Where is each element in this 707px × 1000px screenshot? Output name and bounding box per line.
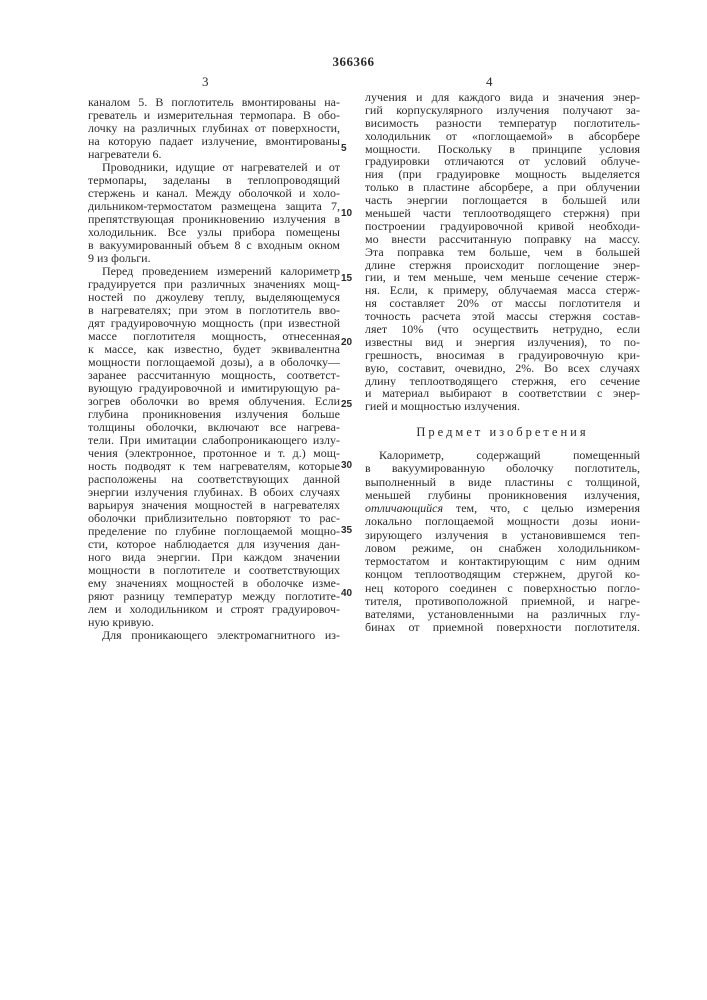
line-number: 5 [341,143,347,154]
text-line: холодильник от «поглощаемой» в абсорбере [365,130,640,143]
line-number: 20 [341,337,352,348]
text-line: чения (электронное, протонное и т. д.) мощ- [88,447,340,460]
text-line: холодильник. Все узлы прибора помещены [88,226,340,239]
text-line: препятствующая проникновению излучения в [88,213,340,226]
text-line: лем и холодильником и строят градуировоч- [88,603,340,616]
text-line: Перед проведением измерений калориметр [88,265,340,278]
text-line: тителя, противоположной приемной, и нагре- [365,595,640,608]
text-line: градуируется при различных значениях мощ- [88,278,340,291]
claims-text [365,449,640,635]
text-line: на которую падает излучение, вмонтированы [88,135,340,148]
text-line-rest: тем, что, с целью измерения [443,502,640,515]
text-line: градуировки отличаются от условий облуче- [365,155,640,168]
claims-heading: Предмет изобретения [365,425,640,440]
text-line: ляет 10% (что осуществить нетрудно, если [365,323,640,336]
right-column [365,91,640,413]
text-line: заранее рассчитанную мощность, соответст- [88,369,340,382]
text-line: вателями, установленными на различных глу- [365,608,640,621]
text-line: вую, составит, очевидно, 2%. Во всех случаях [365,362,640,375]
text-line: точность расчета этой массы стержня состав- [365,310,640,323]
text-line: меньшей глубины проникновения излучения, [365,489,640,502]
text-line: в нагревателях; при этом в поглотитель вво- [88,304,340,317]
text-line: висимость разности температур поглотитель- [365,117,640,130]
text-line: известны вид и энергия излучения), то по- [365,336,640,349]
text-line: каналом 5. В поглотитель вмонтированы на- [88,96,340,109]
text-line: дят градуировочную мощность (при известной [88,317,340,330]
text-line: греватель и измерительная термопара. В обо- [88,109,340,122]
line-number: 10 [341,208,352,219]
page-number-left: 3 [202,74,209,90]
text-line: ность подводят к тем нагревателям, которые [88,460,340,473]
text-line: построении градуировочной кривой необходи- [365,220,640,233]
text-line [365,502,640,515]
text-line: ня составляет 20% от массы поглотителя и [365,297,640,310]
line-number: 40 [341,588,352,599]
text-line: гий корпускулярного излучения получают за- [365,104,640,117]
text-line: оболочки приблизительно повторяют то рас- [88,512,340,525]
text-line: варьируя значения мощностей в нагревателях [88,499,340,512]
text-line: дильником-термостатом размещена защита 7, [88,200,340,213]
text-line: мощности. Поскольку в принципе условия [365,143,640,156]
text-line: ния (при градуировке мощность выделяется [365,168,640,181]
text-line: ностей по джоулеву теплу, выделяющемуся [88,291,340,304]
text-line: и материал выбирают в соответствии с энер- [365,387,640,400]
text-line: ня. Если, к примеру, облучаемая масса стерж- [365,284,640,297]
text-line: пределение по глубине поглощаемой мощно- [88,525,340,538]
page-number-right: 4 [486,74,493,90]
text-line: Эта поправка тем больше, чем в большей [365,246,640,259]
text-line: сти, которое наблюдается для изучения дан- [88,538,340,551]
text-line: грешность, вносимая в градуировочную кри- [365,349,640,362]
text-line: массе поглотителя мощность, отнесенная [88,330,340,343]
text-line: только в пластине абсорбере, а при облучении [365,181,640,194]
text-line: в вакуумированную оболочку поглотитель, [365,462,640,475]
text-line: глубина проникновения излучения больше [88,408,340,421]
text-line: нагреватели 6. [88,148,340,161]
text-line: зирующего излучения в установившемся теп- [365,529,640,542]
text-line: мо внести рассчитанную поправку на массу. [365,233,640,246]
text-line: Проводники, идущие от нагревателей и от [88,161,340,174]
text-line: термопары, заделаны в теплопроводящий [88,174,340,187]
text-line: гии, и тем меньше, чем меньше сечение стерж- [365,271,640,284]
claim-italic-word: отличающийся [365,502,443,515]
text-line: ему значениях мощностей в оболочке изме- [88,577,340,590]
text-line: меньшей части теплоотводящего стержня) при [365,207,640,220]
left-column [88,96,340,642]
text-line: длине стержня происходит поглощение энер- [365,259,640,272]
text-line: гией и мощностью излучения. [365,400,640,413]
line-number: 35 [341,525,352,536]
text-line: расположены на соответствующих данной [88,473,340,486]
text-line: бинах от приемной поверхности поглотителя. [365,621,640,634]
text-line: в вакуумированный объем 8 с входным окном [88,239,340,252]
text-line: тели. При имитации слабопроникающего излу- [88,434,340,447]
text-line: к массе, как известно, будет эквивалентна [88,343,340,356]
text-line: толщины оболочки, включают все нагрева- [88,421,340,434]
text-line: Калориметр, содержащий помещенный [365,449,640,462]
text-line: длину теплоотводящего стержня, его сечение [365,375,640,388]
text-line: ную кривую. [88,616,340,629]
line-number: 25 [341,399,352,410]
text-line: стержень и канал. Между оболочкой и холо- [88,187,340,200]
text-line: термостатом и контактирующим с ним одним [365,555,640,568]
text-line: концом теплоотводящим стержнем, другой ко- [365,568,640,581]
text-line: мощности поглощаемой дозы), а в оболочку— [88,356,340,369]
text-line: ряют разницу температур между поглотите- [88,590,340,603]
text-line: нец которого соединен с поверхностью погло- [365,582,640,595]
patent-number: 366366 [0,54,707,70]
text-line: лучения и для каждого вида и значения энер- [365,91,640,104]
text-line: энергии излучения глубинах. В обоих случаях [88,486,340,499]
text-line: мощности в поглотителе и соответствующих [88,564,340,577]
text-line: ного вида энергии. При каждом значении [88,551,340,564]
text-line: лочку на различных глубинах от поверхности, [88,122,340,135]
text-line: ловом режиме, он снабжен холодильником- [365,542,640,555]
text-line: выполненный в виде пластины с толщиной, [365,476,640,489]
text-line: вующую градуировочной и имитирующую ра- [88,382,340,395]
text-line: 9 из фольги. [88,252,340,265]
text-line: локально поглощаемой мощности дозы иони- [365,515,640,528]
text-line: Для проникающего электромагнитного из- [88,629,340,642]
line-number: 30 [341,460,352,471]
line-number: 15 [341,273,352,284]
text-line: зогрев оболочки во время облучения. Если [88,395,340,408]
text-line: часть энергии поглощается в большей или [365,194,640,207]
